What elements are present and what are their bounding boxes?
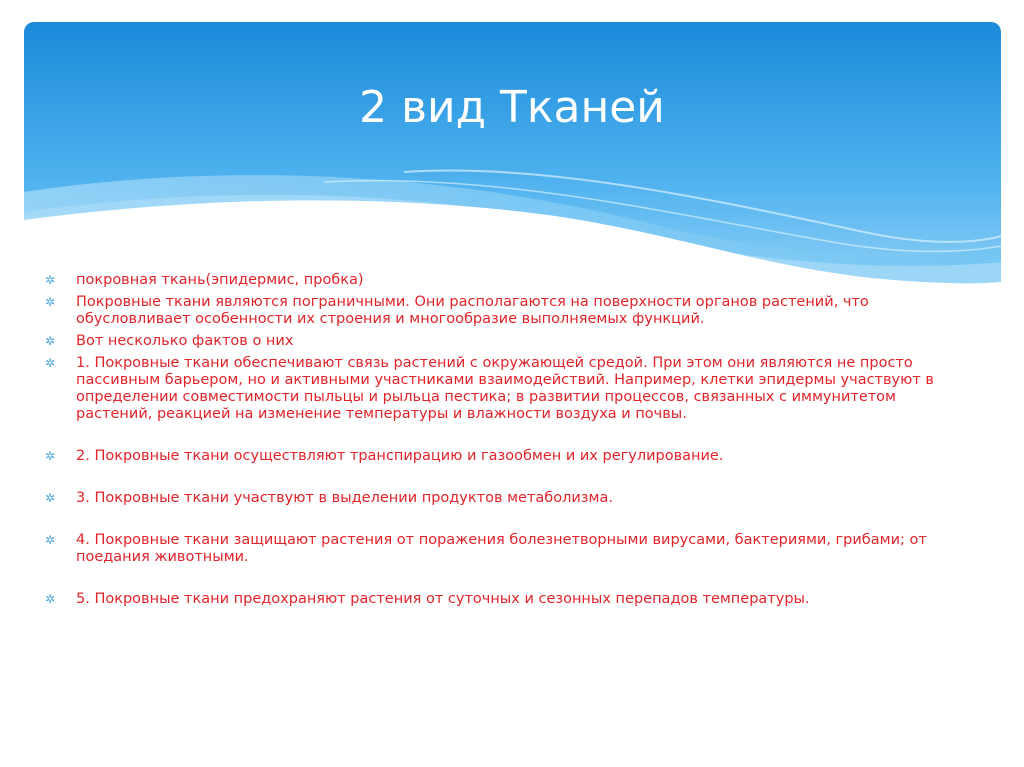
bullet-star-icon: ✲ xyxy=(45,491,56,505)
bullet-star-icon: ✲ xyxy=(45,533,56,547)
list-item-text: 5. Покровные ткани предохраняют растения от суточных и сезонных перепадов температуры. xyxy=(76,591,810,607)
list-item xyxy=(45,490,950,507)
header-banner xyxy=(24,22,1001,286)
list-item-text: 2. Покровные ткани осуществляют транспирацию и газообмен и их регулирование. xyxy=(76,448,724,464)
list-item xyxy=(45,272,950,289)
wave-background-graphic xyxy=(24,22,1001,286)
list-item-text: Покровные ткани являются пограничными. Они располагаются на поверхности органов растений, что обусловливает особенности их строения и многообразие выполняемых функций. xyxy=(76,294,869,327)
list-item-text: 1. Покровные ткани обеспечивают связь растений с окружающей средой. При этом они являются не просто пассивным барьером, но и активными участниками взаимодействий. Например, клетки эпидермы участвуют в определении совместимости пыльцы и рыльца пестика; в развитии процессов, связанных с иммунитетом растений, реакцией на изменение температуры и влажности воздуха и почвы. xyxy=(76,355,934,422)
list-item-text: Вот несколько фактов о них xyxy=(76,333,294,349)
bullet-star-icon: ✲ xyxy=(45,295,56,309)
list-item xyxy=(45,355,950,423)
bullet-star-icon: ✲ xyxy=(45,592,56,606)
list-item xyxy=(45,294,950,328)
slide-title: 2 вид Тканей xyxy=(359,82,665,133)
list-item xyxy=(45,591,950,608)
list-item xyxy=(45,532,950,566)
bullet-star-icon: ✲ xyxy=(45,356,56,370)
list-item-text: 4. Покровные ткани защищают растения от поражения болезнетворными вирусами, бактериями, грибами; от поедания животными. xyxy=(76,532,927,565)
list-item xyxy=(45,448,950,465)
list-item-text: покровная ткань(эпидермис, пробка) xyxy=(76,272,364,288)
list-item xyxy=(45,333,950,350)
bullet-star-icon: ✲ xyxy=(45,334,56,348)
bullet-star-icon: ✲ xyxy=(45,449,56,463)
list-item-text: 3. Покровные ткани участвуют в выделении продуктов метаболизма. xyxy=(76,490,613,506)
bullet-star-icon: ✲ xyxy=(45,273,56,287)
bullet-list xyxy=(45,272,950,633)
